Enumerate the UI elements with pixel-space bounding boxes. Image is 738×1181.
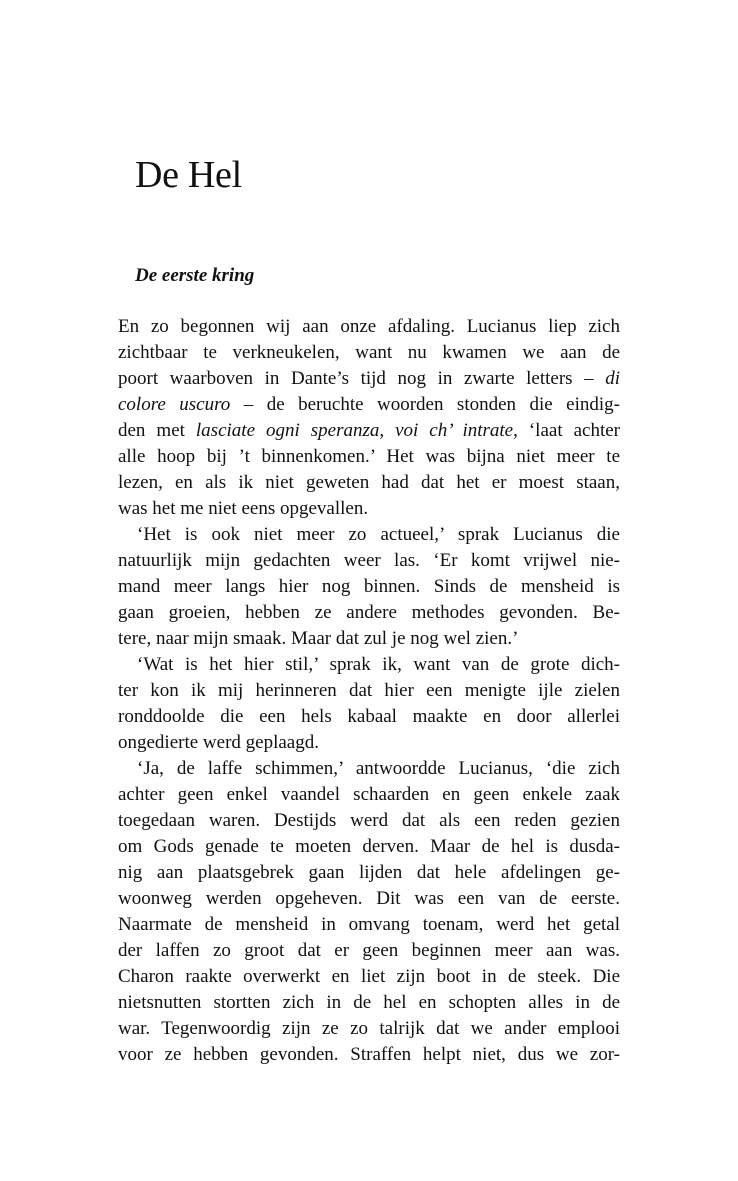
text-segment: ter kon ik mij herinneren dat hier een menigte ijle zielen: [118, 680, 620, 701]
text-segment: Charon raakte overwerkt en liet zijn boot in de steek. Die: [118, 966, 620, 987]
text-segment: ‘Het is ook niet meer zo actueel,’ sprak Lucianus die: [137, 524, 620, 545]
text-segment: om Gods genade te moeten derven. Maar de hel is dusda-: [118, 836, 620, 857]
text-segment: nietsnutten stortten zich in de hel en schopten alles in de: [118, 992, 620, 1013]
text-segment: mand meer langs hier nog binnen. Sinds de mensheid is: [118, 576, 620, 597]
text-segment: ongedierte werd geplaagd.: [118, 732, 319, 753]
text-line: [118, 964, 620, 990]
italic-phrase: di: [605, 368, 620, 389]
chapter-title: De Hel: [135, 154, 242, 196]
text-line: [118, 522, 620, 548]
text-segment: , ‘laat achter: [513, 420, 620, 441]
text-line: [118, 1016, 620, 1042]
text-segment: natuurlijk mijn gedachten weer las. ‘Er komt vrijwel nie-: [118, 550, 620, 571]
text-line: [118, 626, 620, 652]
text-segment: der laffen zo groot dat er geen beginnen meer aan was.: [118, 940, 620, 961]
text-line: [118, 418, 620, 444]
text-segment: woonweg werden opgeheven. Dit was een van de eerste.: [118, 888, 620, 909]
text-segment: – de beruchte woorden stonden die eindig-: [230, 394, 620, 415]
text-segment: war. Tegenwoordig zijn ze zo talrijk dat we ander emplooi: [118, 1018, 620, 1039]
text-segment: nig aan plaatsgebrek gaan lijden dat hele afdelingen ge-: [118, 862, 620, 883]
text-line: [118, 730, 620, 756]
text-line: [118, 314, 620, 340]
text-line: [118, 600, 620, 626]
text-segment: gaan groeien, hebben ze andere methodes gevonden. Be-: [118, 602, 620, 623]
text-segment: ‘Wat is het hier stil,’ sprak ik, want van de grote dich-: [137, 654, 620, 675]
text-segment: den met: [118, 420, 196, 441]
text-segment: ronddoolde die een hels kabaal maakte en door allerlei: [118, 706, 620, 727]
text-line: [118, 912, 620, 938]
text-line: [118, 834, 620, 860]
italic-phrase: colore uscuro: [118, 394, 231, 415]
text-segment: alle hoop bij ’t binnenkomen.’ Het was bijna niet meer te: [118, 446, 620, 467]
text-line: [118, 808, 620, 834]
text-line: [118, 392, 620, 418]
text-line: [118, 938, 620, 964]
text-segment: ‘Ja, de laffe schimmen,’ antwoordde Lucianus, ‘die zich: [137, 758, 620, 779]
text-segment: lezen, en als ik niet geweten had dat het er moest staan,: [118, 472, 620, 493]
text-line: [118, 444, 620, 470]
text-line: [118, 496, 620, 522]
text-line: [118, 886, 620, 912]
italic-phrase: lasciate ogni speranza, voi ch’ intrate: [195, 420, 514, 441]
text-line: [118, 470, 620, 496]
body-text: [118, 314, 620, 1068]
text-line: [118, 678, 620, 704]
text-line: [118, 782, 620, 808]
text-segment: tere, naar mijn smaak. Maar dat zul je nog wel zien.’: [118, 628, 519, 649]
text-segment: poort waarboven in Dante’s tijd nog in zwarte letters –: [118, 368, 606, 389]
text-line: [118, 756, 620, 782]
section-heading: De eerste kring: [135, 265, 255, 286]
text-segment: zichtbaar te verkneukelen, want nu kwamen we aan de: [118, 342, 620, 363]
text-segment: Naarmate de mensheid in omvang toenam, werd het getal: [118, 914, 620, 935]
text-line: [118, 990, 620, 1016]
text-line: [118, 652, 620, 678]
text-line: [118, 574, 620, 600]
text-line: [118, 704, 620, 730]
text-segment: voor ze hebben gevonden. Straffen helpt niet, dus we zor-: [118, 1044, 620, 1065]
text-segment: achter geen enkel vaandel schaarden en geen enkele zaak: [118, 784, 620, 805]
text-line: [118, 340, 620, 366]
text-segment: toegedaan waren. Destijds werd dat als een reden gezien: [118, 810, 620, 831]
text-line: [118, 860, 620, 886]
text-segment: was het me niet eens opgevallen.: [118, 498, 369, 519]
text-line: [118, 548, 620, 574]
text-segment: En zo begonnen wij aan onze afdaling. Lucianus liep zich: [118, 316, 620, 337]
text-line: [118, 366, 620, 392]
text-line: [118, 1042, 620, 1068]
